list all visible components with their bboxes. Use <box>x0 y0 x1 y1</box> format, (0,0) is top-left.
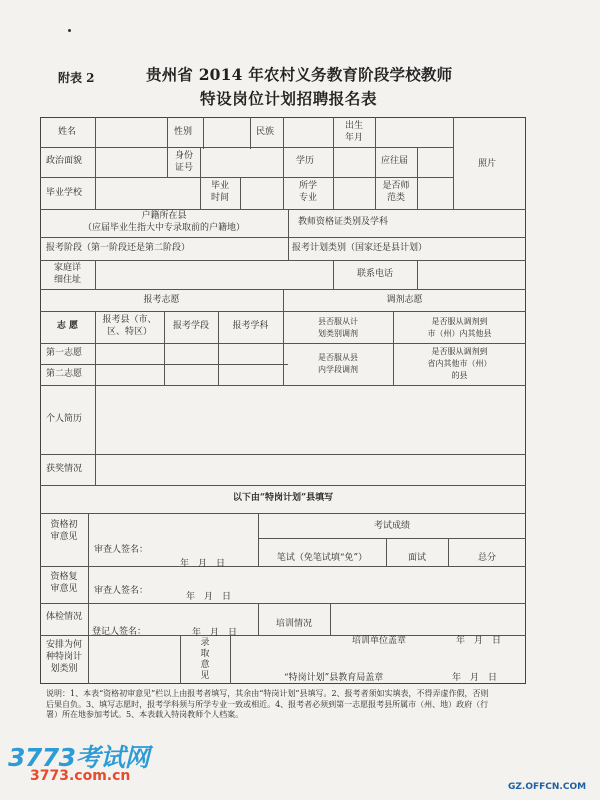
col-line <box>240 177 241 209</box>
grad-time-label-2: 时间 <box>210 193 229 203</box>
adjust-wish-label: 调剂志愿 <box>386 295 423 305</box>
site-logo: 3773考试网 <box>8 743 150 772</box>
exam-scores-label: 考试成绩 <box>373 521 410 531</box>
phone-label: 联系电话 <box>356 269 393 279</box>
photo-label: 照片 <box>478 159 497 169</box>
normal-label-2: 范类 <box>386 193 405 203</box>
second-wish-label: 第二志愿 <box>46 369 83 379</box>
col-line <box>453 117 454 209</box>
col-line <box>288 209 289 237</box>
initial-review-label-1: 资格初 <box>50 520 78 530</box>
col-line <box>333 177 334 209</box>
form-notes: 说明：1、本表“资格初审意见”栏以上由报考者填写，其余由“特岗计划”县填写。2、报考者须如实填表，不得弄虚作假，否则后果自负。3、填写志愿时，报考学科须与所学专业一致或相近。4、报考者必须到第一志愿报考县所属市（州、地）政府（行署）所在地参加考试。5、本表载入特岗教师个人档案。 <box>46 689 489 719</box>
form-title-line2: 特设岗位计划招聘报名表 <box>200 89 378 108</box>
col-line <box>250 117 251 149</box>
adjust-option-3a: 是否服从县 <box>318 353 358 362</box>
reviewer-signature-2: 审查人签名： <box>94 586 149 596</box>
physical-exam-label: 体检情况 <box>46 612 83 622</box>
total-label: 总分 <box>477 553 496 563</box>
awards-label: 获奖情况 <box>46 464 83 474</box>
col-line <box>375 117 376 149</box>
bureau-date: 年 月 日 <box>452 673 498 683</box>
bureau-seal-label: “特岗计划”县教育局盖章 <box>284 673 384 683</box>
col-line <box>333 147 334 177</box>
adjust-option-4a: 是否服从调剂到 <box>431 347 488 356</box>
county-header-1: 报考县（市、 <box>102 315 157 325</box>
adjust-option-1b: 划类别调剂 <box>318 329 358 338</box>
col-line <box>283 117 284 149</box>
col-line <box>200 147 201 177</box>
col-line <box>417 177 418 209</box>
major-label-2: 专业 <box>298 193 317 203</box>
col-line <box>95 385 96 485</box>
birth-label-1: 出生 <box>344 121 363 131</box>
col-line <box>333 117 334 149</box>
site-logo-url: 3773.com.cn <box>30 768 131 784</box>
training-label: 培训情况 <box>275 619 312 629</box>
education-label: 学历 <box>296 156 315 166</box>
row-line <box>40 177 453 178</box>
apply-wish-label: 报考志愿 <box>143 295 180 305</box>
interview-label: 面试 <box>407 553 426 563</box>
col-line <box>417 147 418 177</box>
adjust-option-2a: 是否服从调剂到 <box>431 317 488 326</box>
written-exam-label: 笔试（免笔试填“免”） <box>276 553 368 563</box>
col-line <box>288 237 289 260</box>
ethnicity-label: 民族 <box>256 127 275 137</box>
adjust-option-4b: 省内其他市（州） <box>427 359 492 368</box>
col-line <box>95 260 96 289</box>
adjust-option-1a: 县否服从计 <box>318 317 358 326</box>
col-line <box>375 147 376 177</box>
recheck-label-1: 资格复 <box>50 572 78 582</box>
recheck-label-2: 审意见 <box>50 584 78 594</box>
stage-label: 报考阶段（第一阶段还是第二阶段） <box>46 243 191 253</box>
apply-stage-header: 报考学段 <box>172 321 209 331</box>
review-date-1: 年 月 日 <box>180 559 226 569</box>
col-line <box>95 117 96 149</box>
col-line <box>417 260 418 289</box>
row-line <box>40 260 526 261</box>
row-line <box>40 237 526 238</box>
col-line <box>95 177 96 209</box>
training-seal-label: 培训单位盖章 <box>352 636 407 646</box>
col-line <box>203 117 204 149</box>
col-line <box>167 117 168 149</box>
hire-label-4: 见 <box>200 671 210 681</box>
plan-type-label: 报考计划类别（国家还是县计划） <box>292 243 428 253</box>
col-line <box>88 513 89 684</box>
adjust-option-3b: 内学段调剂 <box>318 365 358 374</box>
review-date-2: 年 月 日 <box>186 592 232 602</box>
address-label-2: 细住址 <box>53 275 81 285</box>
first-wish-label: 第一志愿 <box>46 348 83 358</box>
hire-label-2: 取 <box>200 649 210 659</box>
id-label-2: 证号 <box>174 163 193 173</box>
row-line <box>40 209 526 210</box>
gender-label: 性别 <box>174 127 193 137</box>
apply-subject-header: 报考学科 <box>232 321 269 331</box>
id-label-1: 身份 <box>174 151 193 161</box>
adjust-option-2b: 市（州）内其他县 <box>427 329 492 338</box>
initial-review-label-2: 审意见 <box>50 532 78 542</box>
arrange-label-2: 种特岗计 <box>45 652 82 662</box>
county-header-2: 区、特区） <box>106 327 152 337</box>
grad-type-label: 应往届 <box>381 156 409 166</box>
hire-label-1: 录 <box>200 638 210 648</box>
row-line <box>40 566 526 567</box>
political-label: 政治面貌 <box>46 156 83 166</box>
col-line <box>230 635 231 684</box>
col-line <box>330 603 331 635</box>
row-line <box>40 513 526 514</box>
hukou-label-1: 户籍所在县 <box>141 211 187 221</box>
teacher-cert-label: 教师资格证类别及学科 <box>298 217 389 227</box>
school-label: 毕业学校 <box>46 188 83 198</box>
attachment-label: 附表 2 <box>58 71 95 85</box>
arrange-label-3: 划类别 <box>50 664 78 674</box>
normal-label-1: 是否师 <box>382 181 410 191</box>
row-line <box>40 385 526 386</box>
row-line <box>40 485 526 486</box>
col-line <box>283 147 284 177</box>
training-date: 年 月 日 <box>456 636 502 646</box>
grad-time-label-1: 毕业 <box>210 181 229 191</box>
hukou-label-2: （应届毕业生指大中专录取前的户籍地） <box>82 223 245 233</box>
registrar-signature: 登记人签名： <box>92 627 147 637</box>
col-line <box>95 147 96 177</box>
arrange-label-1: 安排为何 <box>45 640 82 650</box>
row-line <box>258 538 526 539</box>
county-section-header: 以下由“特岗计划”县填写 <box>232 493 334 503</box>
major-label-1: 所学 <box>298 181 317 191</box>
wish-header: 志 愿 <box>56 321 79 331</box>
row-line <box>40 603 526 604</box>
hire-label-3: 意 <box>200 660 210 670</box>
name-label: 姓名 <box>58 127 77 137</box>
watermark: GZ.OFFCN.COM <box>508 782 587 792</box>
form-title-line1: 贵州省 2014 年农村义务教育阶段学校教师 <box>146 65 453 84</box>
register-date: 年 月 日 <box>192 628 238 638</box>
adjust-option-4c: 的县 <box>451 371 468 380</box>
address-label-1: 家庭详 <box>53 263 81 273</box>
row-line <box>40 454 526 455</box>
birth-label-2: 年月 <box>344 133 363 143</box>
reviewer-signature-1: 审查人签名： <box>94 545 149 555</box>
scan-dot <box>68 29 71 32</box>
row-line <box>40 147 453 148</box>
resume-label: 个人简历 <box>46 414 83 424</box>
